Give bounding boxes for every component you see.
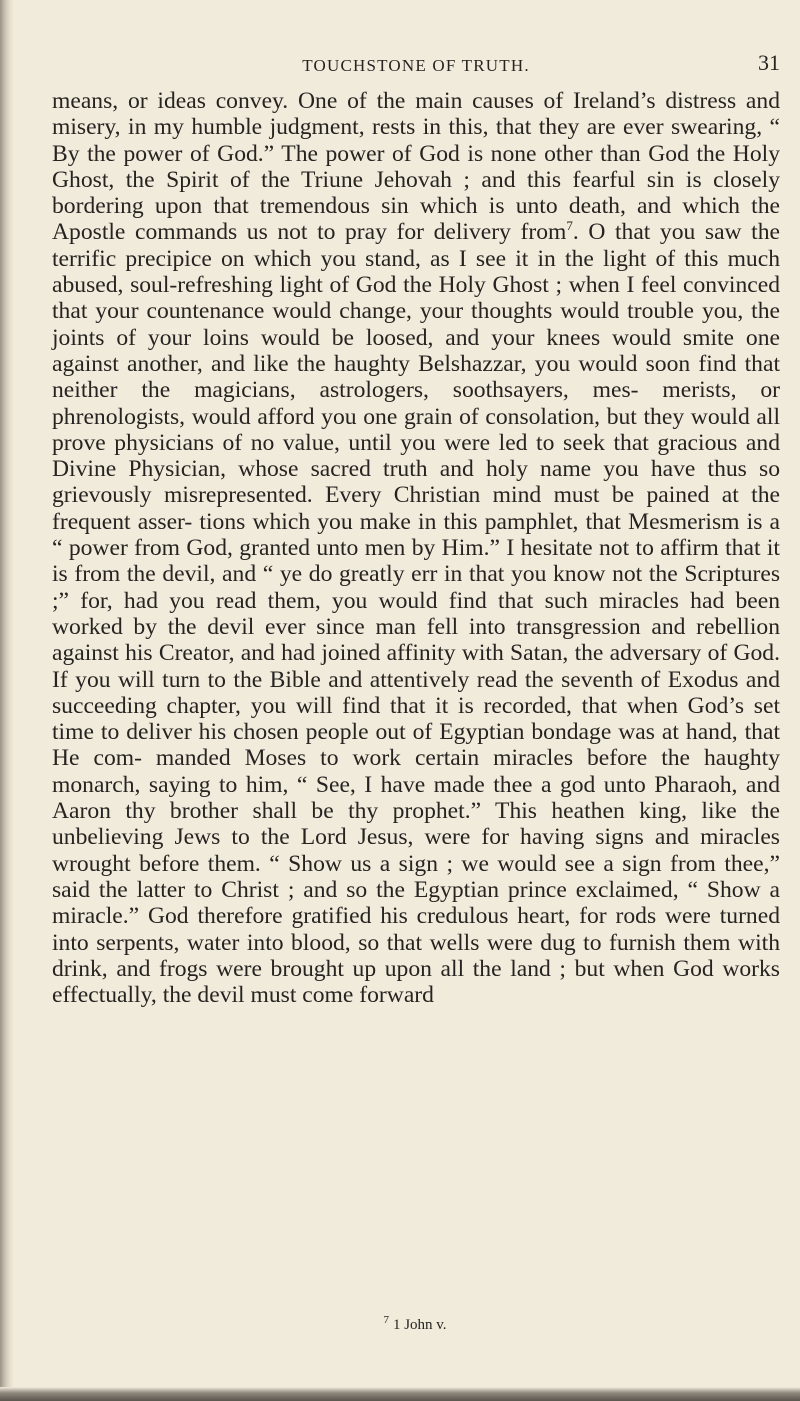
body-paragraph xyxy=(52,88,780,1008)
footnote xyxy=(0,1314,800,1334)
page-header xyxy=(52,48,780,78)
page-number: 31 xyxy=(758,50,780,75)
footnote-text: 1 John v. xyxy=(392,1317,447,1333)
page-binding-edge xyxy=(0,0,14,1401)
body-text-part-2: . O that you saw the terrific precipice on which you stand, as I see it in the light of this much abused, soul-refreshing light of God the Holy Ghost ; when I feel convinced that your countenance would change, your thoughts would trouble you, the joints of your loins would be loosed, and your knees would smite one against another, and like the haughty Belshazzar, you would soon find that neither the magicians, astrologers, soothsayers, mes- merists, or phrenologists, would afford you one grain of consolation, but they would all prove physicians of no value, until you were led to seek that gracious and Divine Physician, whose sacred truth and holy name you have thus so grievously misrepresented. Every Christian mind must be pained at the frequent asser- tions which you make in this pamphlet, that Mesmerism is a “ power from God, granted unto men by Him.” I hesitate not to affirm that it is from the devil, and “ ye do greatly err in that you know not the Scriptures ;” for, had you read them, you would find that such miracles had been worked by the devil ever since man fell into transgression and rebellion against his Creator, and had joined affinity with Satan, the adversary of God. If you will turn to the Bible and attentively read the seventh of Exodus and succeeding chapter, you will find that it is recorded, that when God’s set time to deliver his chosen people out of Egyptian bondage was at hand, that He com- manded Moses to work certain miracles before the haughty monarch, saying to him, “ See, I have made thee a god unto Pharaoh, and Aaron thy brother shall be thy prophet.” This heathen king, like the unbelieving Jews to the Lord Jesus, were for having signs and miracles wrought before them. “ Show us a sign ; we would see a sign from thee,” said the latter to Christ ; and so the Egyptian prince exclaimed, “ Show a miracle.” God therefore gratified his credulous heart, for rods were turned into serpents, water into blood, so that wells were dug to furnish them with drink, and frogs were brought up upon all the land ; but when God works effectually, the devil must come forward xyxy=(52,219,780,1009)
page-bottom-edge xyxy=(0,1387,800,1401)
footnote-reference: 7 xyxy=(566,218,573,234)
running-head: TOUCHSTONE OF TRUTH. xyxy=(302,56,530,75)
body-text-part-1: means, or ideas convey. One of the main causes of Ireland’s distress and misery, in my humble judgment, rests in this, that they are ever swearing, “ By the power of God.” The power of God is none other than God the Holy Ghost, the Spirit of the Triune Jehovah ; and this fearful sin is closely bordering upon that tremendous sin which is unto death, and which the Apostle commands us not to pray for delivery from xyxy=(52,88,780,246)
footnote-marker: 7 xyxy=(383,1314,389,1326)
